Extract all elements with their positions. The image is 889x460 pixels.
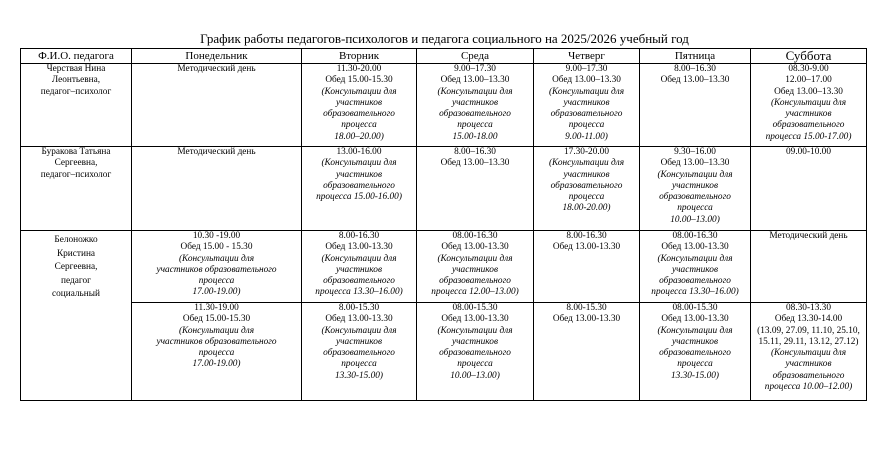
staff-name-line: Кристина [56,248,96,259]
consultation-note: 17.00-19.00) [192,359,241,370]
work-hours: 8.00-15.30 [338,303,380,313]
consultation-note: 9.00-11.00) [565,131,608,142]
consultation-note: образовательного [323,180,395,191]
schedule-cell-monday [132,303,302,401]
table-header-row [21,49,867,64]
work-hours: 08.00-16.30 [452,231,498,241]
consultation-note: процесса [568,120,605,131]
staff-name-line: Буракова Татьяна [41,147,111,157]
work-hours: 08.30-13.30 [786,303,831,313]
consultation-note: участников [785,109,832,120]
schedule-cell-tuesday [302,231,417,303]
consultation-note: образовательного [323,348,395,359]
consultation-note: процесса [677,203,713,214]
consultation-note: процесса [341,120,377,131]
consultation-note: (Консультации для [770,97,847,108]
schedule-cell-friday [640,147,751,231]
staff-name-line: Черствая Нина [46,64,106,74]
consultation-note: процесса [198,348,235,359]
staff-name-line: педагог–психолог [40,169,112,180]
schedule-cell-saturday [751,147,867,231]
work-hours: Методический день [177,147,256,157]
schedule-cell-saturday [751,64,867,147]
schedule-cell-tuesday [302,64,417,147]
lunch-break: Обед 13.00–13.30 [440,75,510,86]
schedule-cell-tuesday [302,147,417,231]
header-name: Ф.И.О. педагога [21,49,132,64]
work-hours: 08.00-15.30 [452,303,498,313]
lunch-break: Обед 15.00-15.30 [325,75,393,86]
schedule-cell-monday [132,147,302,231]
consultation-note: 15.00-18.00 [452,131,498,142]
consultation-note: процесса 13.30–16.00) [315,287,403,298]
consultation-note: образовательного [323,276,395,287]
work-hours: 8.00-15.30 [566,303,607,313]
consultation-note: образовательного [772,370,845,381]
consultation-note: процесса 10.00–12.00) [764,382,853,393]
consultation-note: участников [336,336,382,347]
table-row [21,231,867,303]
lunch-break: Обед 13.00-13.30 [325,242,393,253]
consultation-note: участников [452,336,498,347]
work-hours: 9.00–17.30 [565,64,608,74]
consultation-note: процесса [341,359,377,370]
work-hours: Методический день [177,64,256,74]
schedule-cell-wednesday [417,303,534,401]
table-row [21,147,867,231]
consultation-note: образовательного [550,180,623,191]
staff-name-line: Сергеевна, [54,262,98,272]
consultation-note: (Консультации для [657,325,733,336]
work-hours: 8.00-16.30 [566,231,607,241]
consultation-note: участников [563,169,610,180]
staff-name [21,231,132,401]
consultation-note: образовательного [772,120,845,131]
work-hours: 08.00-15.30 [672,303,718,313]
consultation-note: (Консультации для [178,325,255,336]
lunch-break: Обед 13.00-13.30 [552,242,621,253]
consultation-note: 17.00-19.00) [192,287,241,298]
consultation-note: (Консультации для [770,348,847,359]
consultation-note: образовательного [550,109,623,120]
consultation-note: образовательного [659,348,731,359]
work-hours: 9.30–16.00 [674,147,716,157]
consultation-note: процесса 12.00–13.00) [431,287,519,298]
consultation-note: процесса [677,359,713,370]
staff-name-line: Сергеевна, [54,158,98,169]
staff-name-line: Белоножко [54,235,98,245]
staff-name-line: педагог–психолог [40,86,112,97]
lunch-break: Обед 13.00-13.30 [441,242,509,253]
schedule-cell-wednesday [417,147,534,231]
consultation-note: участников [452,264,498,275]
staff-name-line: социальный [51,289,100,299]
consultation-note: (Консультации для [548,86,625,97]
work-hours: 12.00–17.00 [785,75,832,86]
consultation-note: процесса [198,276,235,287]
schedule-cell-thursday [534,147,640,231]
consultation-note: процесса [457,120,493,131]
staff-name-line: педагог [61,275,91,286]
consultation-note: участников [336,97,382,108]
schedule-cell-wednesday [417,231,534,303]
consultation-note: процесса 13.30–16.00) [651,287,739,298]
consultation-note: участников [672,336,718,347]
consultation-note: (Консультации для [657,169,733,180]
schedule-cell-saturday [751,231,867,303]
schedule-cell-tuesday [302,303,417,401]
consultation-note: 18.00–20.00) [334,131,384,142]
table-row [21,64,867,147]
lunch-break: Обед 13.00-13.30 [661,242,729,253]
consultation-note: образовательного [439,348,511,359]
schedule-cell-friday [640,303,751,401]
lunch-break: Обед 13.00–13.30 [660,75,730,86]
work-hours: Методический день [769,231,848,241]
consultation-note: процесса 15.00-17.00) [765,131,852,142]
work-hours: 10.30 -19.00 [192,231,241,241]
schedule-cell-monday [132,64,302,147]
schedule-cell-thursday [534,303,640,401]
consultation-note: (Консультации для [657,253,733,264]
lunch-break: Обед 13.30-14.00 [774,314,843,325]
lunch-break: Обед 15.00 - 15.30 [180,242,253,253]
lunch-break: Обед 13.00-13.30 [552,314,621,325]
consultation-note: (Консультации для [321,253,397,264]
schedule-table [20,48,867,401]
consultation-note: участников [785,359,832,370]
work-hours: 11.30-19.00 [194,303,239,313]
schedule-cell-thursday [534,64,640,147]
consultation-note: участников [336,169,382,180]
consultation-note: 10.00–13.00) [670,214,720,225]
work-hours: 11.30-20.00 [336,64,382,74]
work-hours: 8.00-16.30 [338,231,380,241]
schedule-cell-thursday [534,231,640,303]
consultation-note: 13.30-15.00) [334,370,384,381]
consultation-note: (Консультации для [321,158,397,169]
consultation-note: 18.00-20.00) [562,203,611,214]
consultation-note: 10.00–13.00) [450,370,500,381]
consultation-note: образовательного [659,276,731,287]
lunch-break: Обед 13.00-13.30 [661,314,729,325]
lunch-break: Обед 13.00–13.30 [552,75,621,86]
consultation-note: участников [672,264,718,275]
schedule-cell-wednesday [417,64,534,147]
consultation-note: (Консультации для [437,86,513,97]
consultation-note: участников образовательного [156,336,277,347]
schedule-cell-saturday [751,303,867,401]
consultation-note: (Консультации для [548,158,625,169]
work-hours: 8.00–16.30 [454,147,496,157]
consultation-note: (Консультации для [437,253,513,264]
work-hours: 08.30-9.00 [788,64,829,74]
schedule-cell-friday [640,231,751,303]
header-saturday: Суббота [751,49,867,64]
work-hours: 17.30-20.00 [564,147,609,157]
schedule-cell-monday [132,231,302,303]
staff-name-line: Леонтьевна, [51,75,101,86]
consultation-note: образовательного [659,192,731,203]
lunch-break: Обед 13.00-13.30 [325,314,393,325]
consultation-note: (Консультации для [321,86,397,97]
consultation-note: 13.30-15.00) [670,370,720,381]
consultation-note: процесса 15.00-16.00) [316,192,402,203]
work-hours: 09.00-10.00 [786,147,831,157]
consultation-note: участников [452,97,498,108]
header-wednesday: Среда [417,49,534,64]
lunch-break: Обед 15.00-15.30 [182,314,251,325]
consultation-note: (Консультации для [321,325,397,336]
work-hours: 9.00–17.30 [454,64,496,74]
lunch-break: Обед 13.00–13.30 [774,86,843,97]
consultation-note: участников [563,97,610,108]
consultation-note: процесса [457,359,493,370]
schedule-cell-friday [640,64,751,147]
page-title: График работы педагогов-психологов и педагога социального на 2025/2026 учебный год [200,31,689,46]
work-hours: 8.00–16.30 [674,64,716,74]
table-row [21,303,867,401]
consultation-note: образовательного [439,276,511,287]
saturday-dates: (13.09, 27.09, 11.10, 25.10, [757,325,860,336]
header-thursday: Четверг [534,49,640,64]
staff-name [21,147,132,231]
consultation-note: (Консультации для [437,325,513,336]
work-hours: 08.00-16.30 [672,231,718,241]
consultation-note: участников [672,180,718,191]
header-friday: Пятница [640,49,751,64]
consultation-note: участников [336,264,382,275]
consultation-note: (Консультации для [178,253,255,264]
lunch-break: Обед 13.00–13.30 [440,158,510,169]
consultation-note: образовательного [323,109,395,120]
staff-name [21,64,132,147]
consultation-note: процесса [568,192,605,203]
saturday-dates: 15.11, 29.11, 13.12, 27.12) [758,336,859,347]
lunch-break: Обед 13.00–13.30 [660,158,730,169]
lunch-break: Обед 13.00-13.30 [441,314,509,325]
header-tuesday: Вторник [302,49,417,64]
consultation-note: образовательного [439,109,511,120]
header-monday: Понедельник [132,49,302,64]
work-hours: 13.00-16.00 [336,147,382,157]
consultation-note: участников образовательного [156,264,277,275]
